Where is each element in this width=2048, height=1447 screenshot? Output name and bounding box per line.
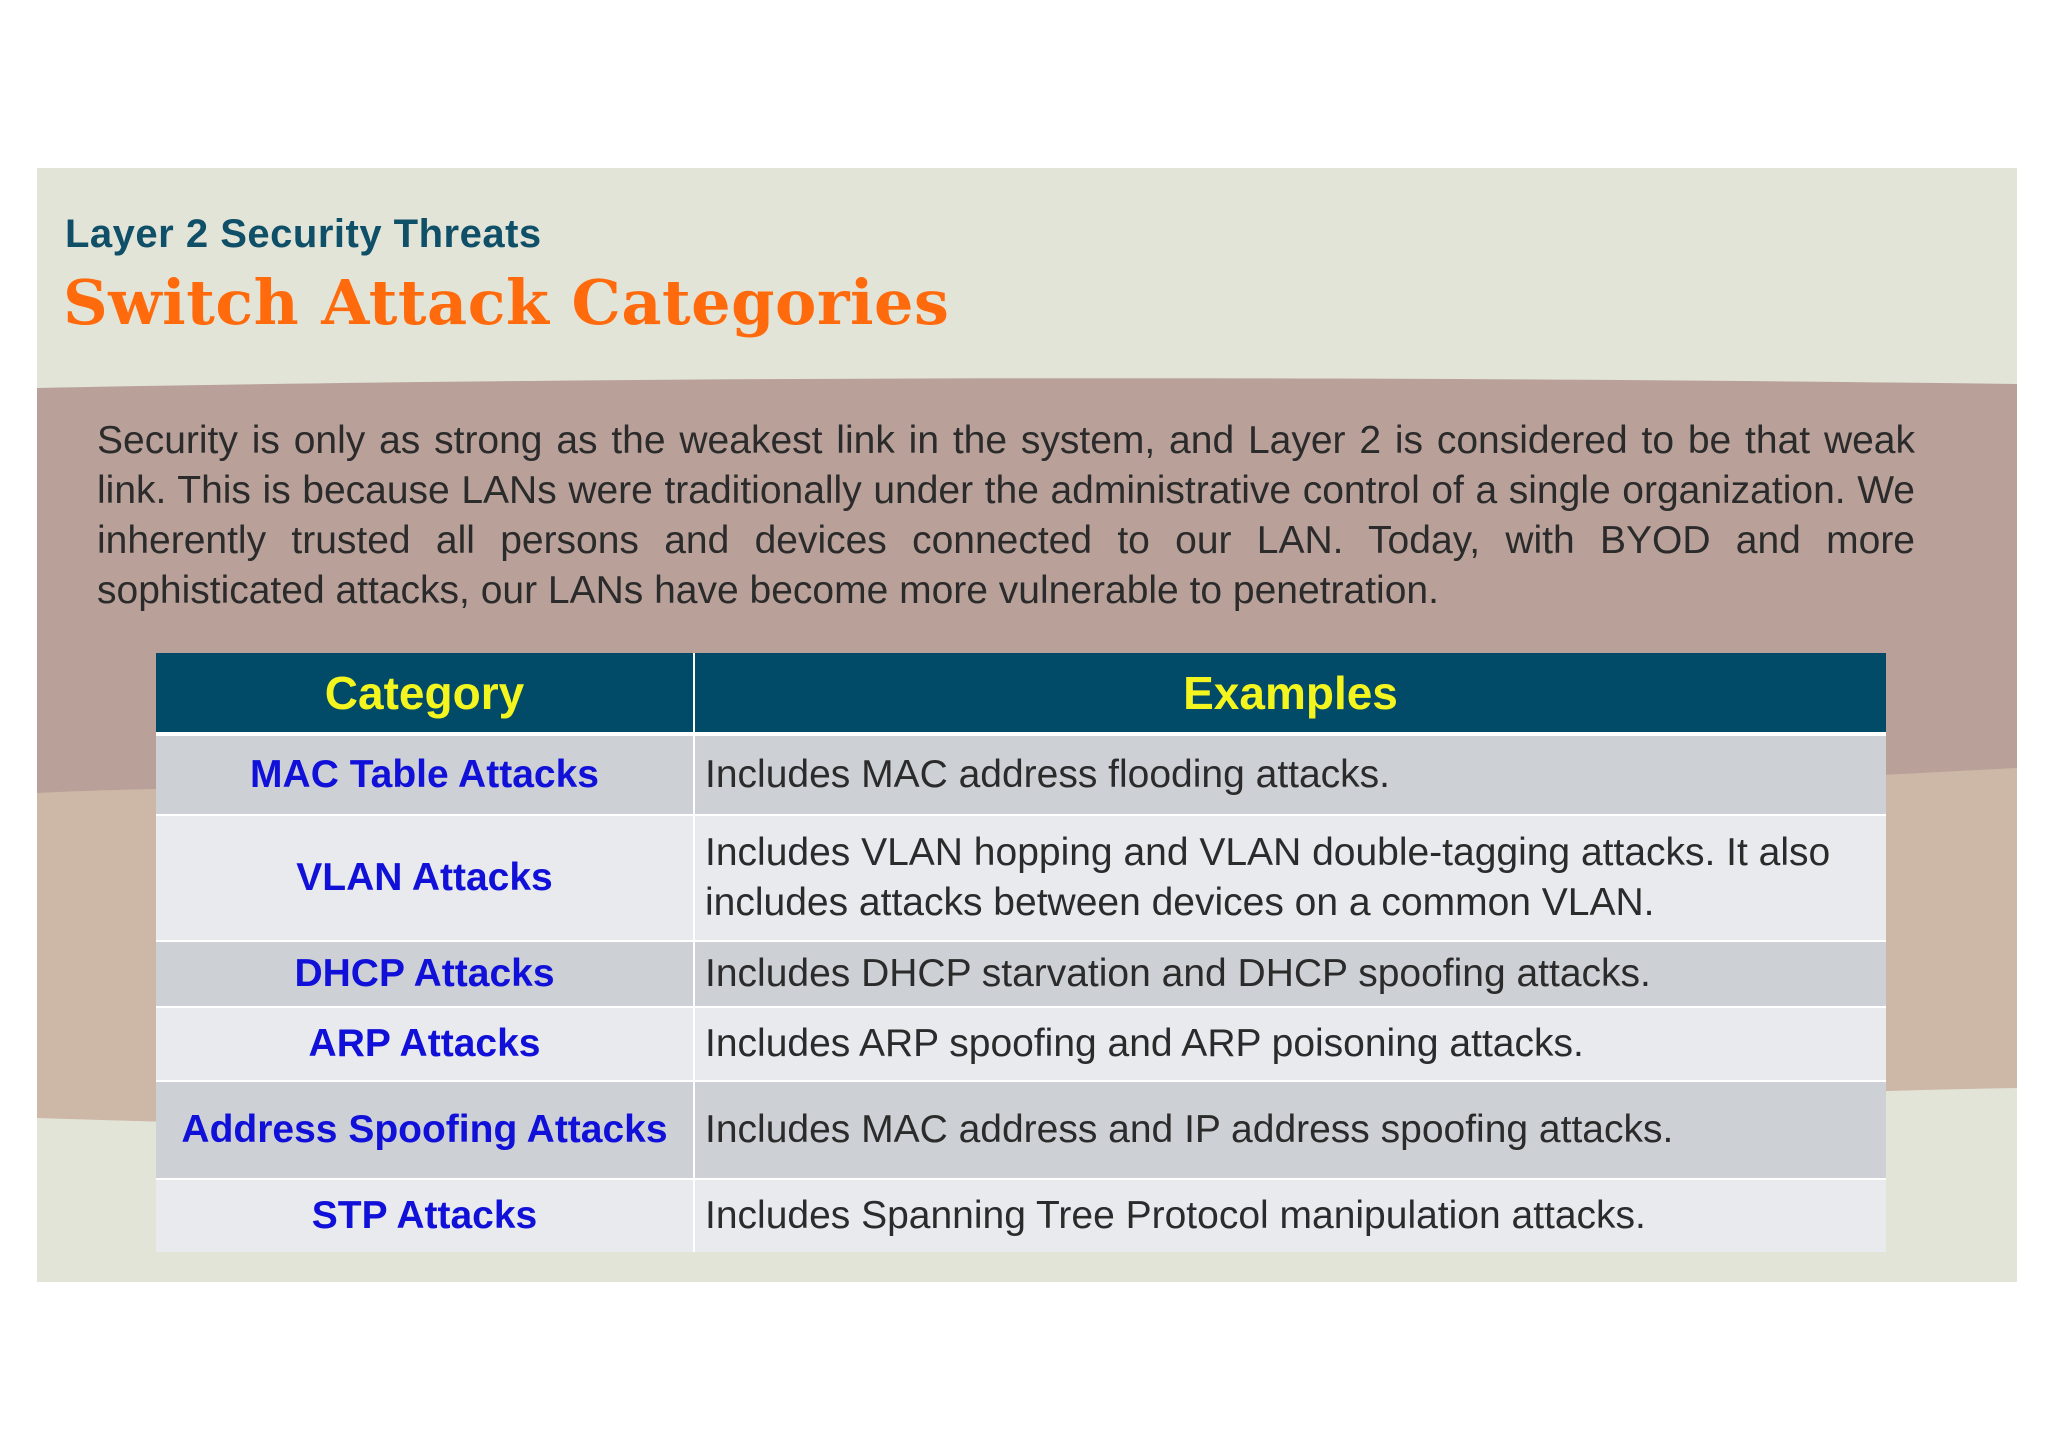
example-cell: Includes MAC address and IP address spoofing attacks. [694,1081,1886,1179]
table-row [156,815,1886,941]
category-cell: DHCP Attacks [156,941,694,1007]
example-cell: Includes DHCP starvation and DHCP spoofing attacks. [694,941,1886,1007]
column-header-examples: Examples [694,653,1886,734]
table-row [156,1179,1886,1252]
table-row [156,1081,1886,1179]
slide-title: Switch Attack Categories [63,266,950,339]
example-cell: Includes ARP spoofing and ARP poisoning attacks. [694,1007,1886,1081]
slide-subtitle: Layer 2 Security Threats [65,212,542,256]
table-row [156,734,1886,815]
category-cell: VLAN Attacks [156,815,694,941]
category-cell: Address Spoofing Attacks [156,1081,694,1179]
category-cell: STP Attacks [156,1179,694,1252]
example-cell: Includes MAC address flooding attacks. [694,734,1886,815]
column-header-category: Category [156,653,694,734]
example-cell: Includes Spanning Tree Protocol manipulation attacks. [694,1179,1886,1252]
intro-paragraph: Security is only as strong as the weakest link in the system, and Layer 2 is considered to be that weak link. This is because LANs were traditionally under the administrative control of a single organization. We inherently trusted all persons and devices connected to our LAN. Today, with BYOD and more sophisticated attacks, our LANs have become more vulnerable to penetration. [97,419,1915,612]
example-cell: Includes VLAN hopping and VLAN double-tagging attacks. It also includes attacks between devices on a common VLAN. [694,815,1886,941]
table-row [156,941,1886,1007]
category-cell: MAC Table Attacks [156,734,694,815]
category-cell: ARP Attacks [156,1007,694,1081]
attack-categories-table [156,653,1886,1252]
table-row [156,1007,1886,1081]
